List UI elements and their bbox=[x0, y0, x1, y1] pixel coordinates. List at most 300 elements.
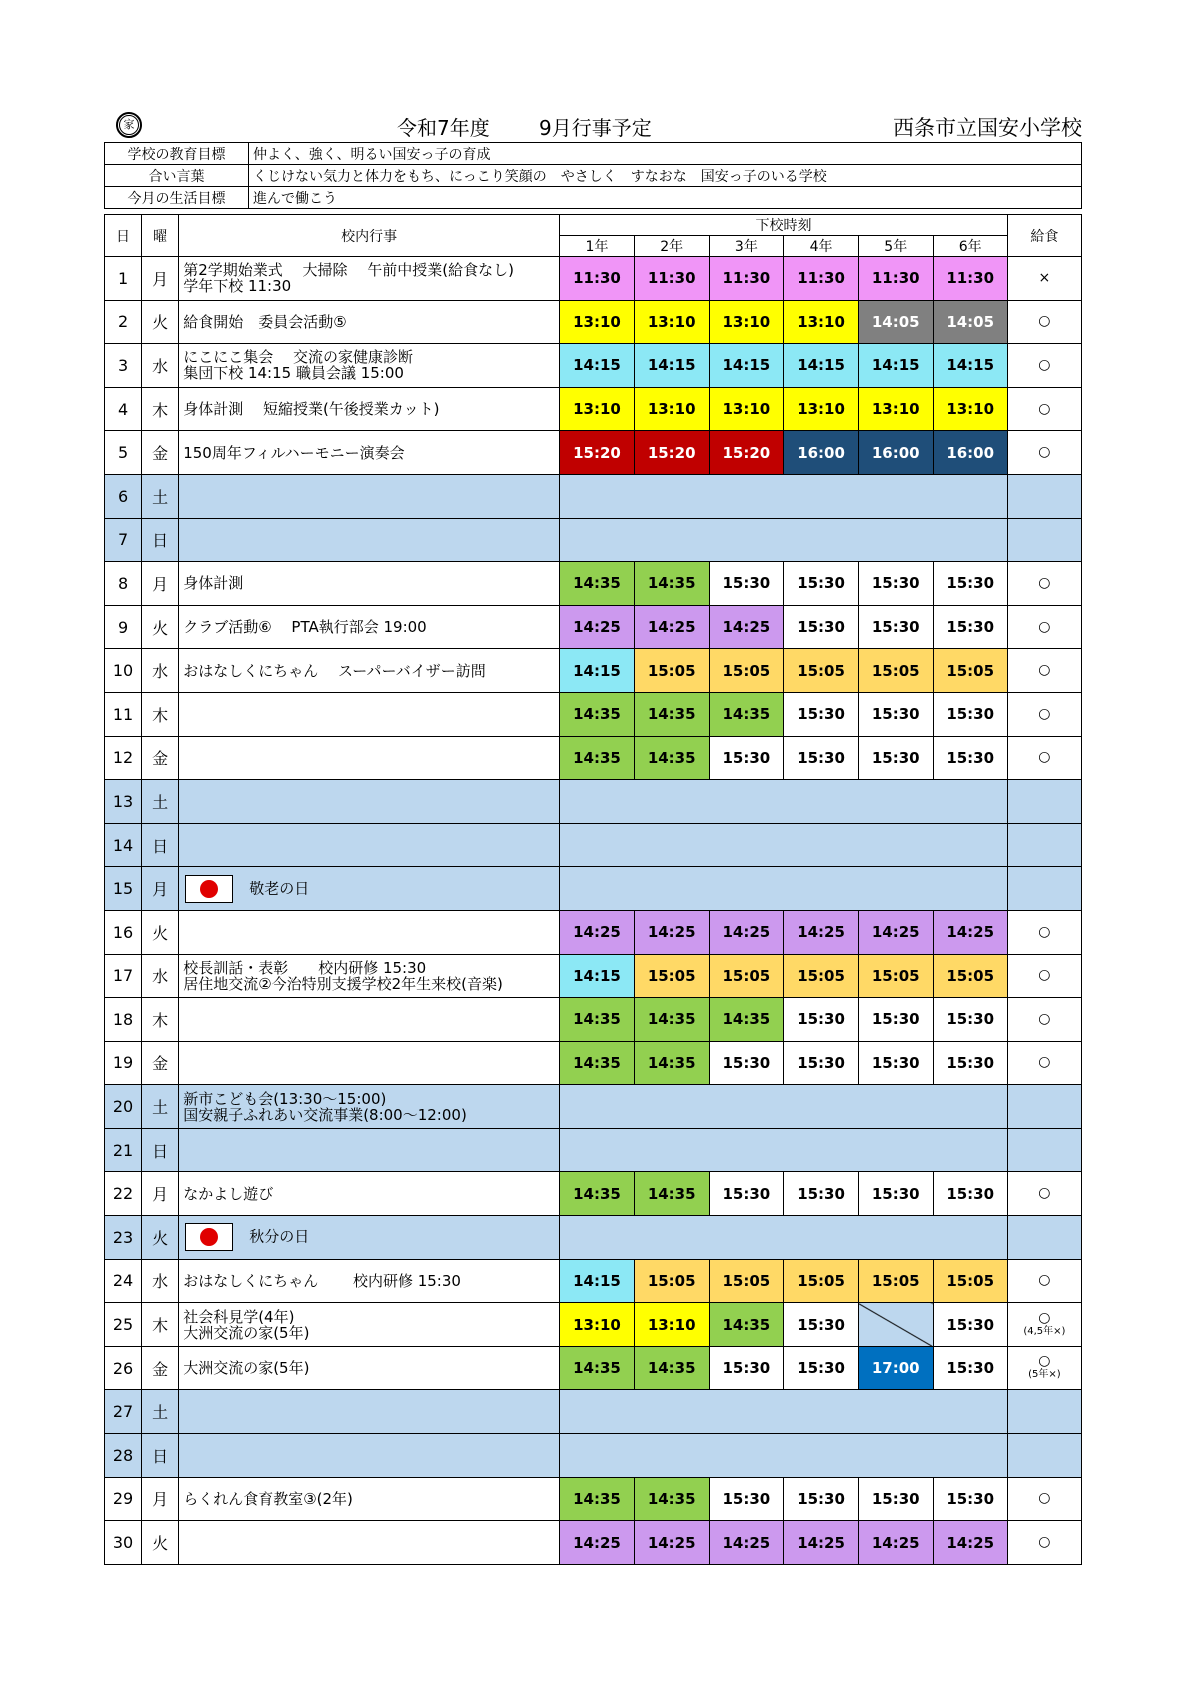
dismissal-time: 15:30 bbox=[933, 605, 1007, 649]
day-row bbox=[105, 257, 1082, 301]
dismissal-time: 15:30 bbox=[784, 692, 859, 736]
weekend-span bbox=[560, 1128, 1008, 1172]
dismissal-time: 11:30 bbox=[933, 257, 1007, 301]
day-header: 日 bbox=[105, 215, 142, 257]
dismissal-time bbox=[858, 1303, 933, 1347]
day-number: 23 bbox=[105, 1216, 142, 1260]
dismissal-time: 15:30 bbox=[933, 736, 1007, 780]
lunch-mark: ○ bbox=[1038, 313, 1051, 330]
dismissal-time: 15:30 bbox=[933, 1346, 1007, 1390]
dismissal-time: 13:10 bbox=[560, 1303, 635, 1347]
dismissal-time: 14:35 bbox=[634, 562, 709, 606]
dow-header: 曜 bbox=[142, 215, 179, 257]
day-number: 15 bbox=[105, 867, 142, 911]
dismissal-time: 14:35 bbox=[634, 1172, 709, 1216]
lunch-cell bbox=[1007, 1477, 1081, 1521]
weekend-span bbox=[560, 823, 1008, 867]
dismissal-time: 11:30 bbox=[784, 257, 859, 301]
day-of-week: 木 bbox=[142, 692, 179, 736]
lunch-cell bbox=[1007, 998, 1081, 1042]
events-cell bbox=[179, 823, 560, 867]
day-number: 11 bbox=[105, 692, 142, 736]
dismissal-time: 15:30 bbox=[784, 998, 859, 1042]
dismissal-time: 14:25 bbox=[933, 1521, 1007, 1565]
grade-header: 4年 bbox=[784, 236, 859, 257]
lunch-cell bbox=[1007, 257, 1081, 301]
weekend-row bbox=[105, 867, 1082, 911]
day-row bbox=[105, 1259, 1082, 1303]
dismissal-header: 下校時刻 bbox=[560, 215, 1008, 236]
dismissal-time: 15:30 bbox=[933, 1477, 1007, 1521]
day-of-week: 木 bbox=[142, 998, 179, 1042]
day-of-week: 火 bbox=[142, 1216, 179, 1260]
dismissal-time: 14:35 bbox=[634, 692, 709, 736]
goals-table bbox=[104, 142, 1082, 209]
dismissal-time: 15:05 bbox=[784, 954, 859, 998]
day-of-week: 水 bbox=[142, 649, 179, 693]
dismissal-time: 15:30 bbox=[858, 998, 933, 1042]
dismissal-time: 15:30 bbox=[709, 1172, 784, 1216]
weekend-span bbox=[560, 474, 1008, 518]
dismissal-time: 15:30 bbox=[784, 1346, 859, 1390]
day-number: 7 bbox=[105, 518, 142, 562]
dismissal-time: 14:25 bbox=[709, 1521, 784, 1565]
day-of-week: 土 bbox=[142, 1085, 179, 1129]
day-of-week: 月 bbox=[142, 1172, 179, 1216]
title-row bbox=[104, 110, 1082, 142]
lunch-mark: ○ bbox=[1038, 1490, 1051, 1507]
education-goal: 仲よく、強く、明るい国安っ子の育成 bbox=[249, 143, 1082, 165]
weekend-span bbox=[560, 518, 1008, 562]
life-goal-row bbox=[105, 187, 1082, 209]
lunch-note: (4,5年×) bbox=[1023, 1325, 1066, 1337]
day-row bbox=[105, 1303, 1082, 1347]
lunch-mark: ○ bbox=[1038, 356, 1051, 373]
dismissal-time: 15:20 bbox=[709, 431, 784, 475]
events-cell: 第2学期始業式 大掃除 午前中授業(給食なし) 学年下校 11:30 bbox=[179, 257, 560, 301]
day-of-week: 月 bbox=[142, 867, 179, 911]
events-cell: おはなしくにちゃん 校内研修 15:30 bbox=[179, 1259, 560, 1303]
dismissal-time: 14:35 bbox=[634, 736, 709, 780]
dismissal-time: 11:30 bbox=[709, 257, 784, 301]
events-cell bbox=[179, 518, 560, 562]
lunch-cell bbox=[1007, 910, 1081, 954]
education-goal-label: 学校の教育目標 bbox=[105, 143, 249, 165]
weekend-span bbox=[560, 867, 1008, 911]
title-month: 9月行事予定 bbox=[539, 116, 652, 140]
day-number: 5 bbox=[105, 431, 142, 475]
education-goal-row bbox=[105, 143, 1082, 165]
dismissal-time: 11:30 bbox=[858, 257, 933, 301]
dismissal-time: 14:35 bbox=[560, 1346, 635, 1390]
dismissal-time: 17:00 bbox=[858, 1346, 933, 1390]
dismissal-time: 15:30 bbox=[709, 1346, 784, 1390]
dismissal-time: 14:25 bbox=[560, 605, 635, 649]
day-number: 21 bbox=[105, 1128, 142, 1172]
lunch-cell bbox=[1007, 1434, 1081, 1478]
weekend-span bbox=[560, 1216, 1008, 1260]
dismissal-time: 15:05 bbox=[634, 649, 709, 693]
events-cell: おはなしくにちゃん スーパーバイザー訪問 bbox=[179, 649, 560, 693]
day-number: 30 bbox=[105, 1521, 142, 1565]
day-number: 13 bbox=[105, 780, 142, 824]
dismissal-time: 13:10 bbox=[709, 300, 784, 344]
dismissal-time: 11:30 bbox=[634, 257, 709, 301]
lunch-cell bbox=[1007, 1216, 1081, 1260]
day-of-week: 水 bbox=[142, 954, 179, 998]
dismissal-time: 14:35 bbox=[709, 692, 784, 736]
dismissal-time: 15:30 bbox=[784, 1477, 859, 1521]
dismissal-time: 14:25 bbox=[560, 910, 635, 954]
lunch-header: 給食 bbox=[1007, 215, 1081, 257]
dismissal-time: 13:10 bbox=[634, 300, 709, 344]
lunch-cell bbox=[1007, 1521, 1081, 1565]
day-of-week: 日 bbox=[142, 518, 179, 562]
events-cell: 新市こども会(13:30～15:00) 国安親子ふれあい交流事業(8:00～12:00) bbox=[179, 1085, 560, 1129]
day-number: 22 bbox=[105, 1172, 142, 1216]
events-cell bbox=[179, 1128, 560, 1172]
life-goal-label: 今月の生活目標 bbox=[105, 187, 249, 209]
lunch-cell bbox=[1007, 605, 1081, 649]
events-cell bbox=[179, 474, 560, 518]
dismissal-time: 15:30 bbox=[858, 736, 933, 780]
day-number: 28 bbox=[105, 1434, 142, 1478]
day-number: 27 bbox=[105, 1390, 142, 1434]
dismissal-time: 15:30 bbox=[709, 562, 784, 606]
dismissal-time: 14:25 bbox=[634, 910, 709, 954]
dismissal-time: 14:15 bbox=[709, 344, 784, 388]
day-row bbox=[105, 649, 1082, 693]
day-of-week: 火 bbox=[142, 605, 179, 649]
weekend-row bbox=[105, 1434, 1082, 1478]
day-of-week: 木 bbox=[142, 387, 179, 431]
dismissal-time: 14:15 bbox=[560, 954, 635, 998]
dismissal-time: 15:05 bbox=[858, 1259, 933, 1303]
dismissal-time: 13:10 bbox=[709, 387, 784, 431]
dismissal-time: 15:30 bbox=[858, 1172, 933, 1216]
lunch-mark: ○ bbox=[1038, 1534, 1051, 1551]
dismissal-time: 15:05 bbox=[634, 1259, 709, 1303]
dismissal-time: 13:10 bbox=[933, 387, 1007, 431]
lunch-cell bbox=[1007, 387, 1081, 431]
lunch-cell bbox=[1007, 562, 1081, 606]
events-cell bbox=[179, 1041, 560, 1085]
life-goal: 進んで働こう bbox=[249, 187, 1082, 209]
day-row bbox=[105, 736, 1082, 780]
lunch-mark: ○ bbox=[1038, 662, 1051, 679]
day-of-week: 金 bbox=[142, 1346, 179, 1390]
day-row bbox=[105, 998, 1082, 1042]
dismissal-time: 14:25 bbox=[634, 605, 709, 649]
lunch-cell bbox=[1007, 474, 1081, 518]
japan-flag-icon bbox=[185, 1223, 233, 1251]
weekend-row bbox=[105, 1128, 1082, 1172]
events-cell: 大洲交流の家(5年) bbox=[179, 1346, 560, 1390]
dismissal-time: 14:15 bbox=[858, 344, 933, 388]
events-header: 校内行事 bbox=[179, 215, 560, 257]
events-cell bbox=[179, 998, 560, 1042]
lunch-cell bbox=[1007, 300, 1081, 344]
day-row bbox=[105, 1521, 1082, 1565]
lunch-cell bbox=[1007, 518, 1081, 562]
lunch-cell bbox=[1007, 344, 1081, 388]
dismissal-time: 13:10 bbox=[560, 387, 635, 431]
events-cell bbox=[179, 736, 560, 780]
day-row bbox=[105, 1477, 1082, 1521]
events-cell: クラブ活動⑥ PTA執行部会 19:00 bbox=[179, 605, 560, 649]
events-cell: 校長訓話・表彰 校内研修 15:30 居住地交流②今治特別支援学校2年生来校(音楽) bbox=[179, 954, 560, 998]
day-number: 10 bbox=[105, 649, 142, 693]
lunch-cell bbox=[1007, 431, 1081, 475]
dismissal-time: 14:15 bbox=[933, 344, 1007, 388]
grade-header: 5年 bbox=[858, 236, 933, 257]
dismissal-time: 16:00 bbox=[933, 431, 1007, 475]
lunch-mark: ○ bbox=[1038, 749, 1051, 766]
dismissal-time: 15:30 bbox=[709, 1041, 784, 1085]
dismissal-time: 14:25 bbox=[709, 605, 784, 649]
dismissal-time: 15:30 bbox=[784, 1041, 859, 1085]
dismissal-time: 14:05 bbox=[858, 300, 933, 344]
day-row bbox=[105, 910, 1082, 954]
dismissal-time: 15:30 bbox=[784, 1172, 859, 1216]
day-of-week: 土 bbox=[142, 780, 179, 824]
dismissal-time: 15:30 bbox=[858, 562, 933, 606]
dismissal-time: 15:30 bbox=[709, 1477, 784, 1521]
events-cell bbox=[179, 867, 560, 911]
events-cell bbox=[179, 1390, 560, 1434]
day-row bbox=[105, 1041, 1082, 1085]
weekend-span bbox=[560, 1390, 1008, 1434]
day-of-week: 日 bbox=[142, 1128, 179, 1172]
lunch-mark: ○ bbox=[1038, 1309, 1051, 1326]
dismissal-time: 14:15 bbox=[560, 344, 635, 388]
day-row bbox=[105, 605, 1082, 649]
lunch-cell bbox=[1007, 823, 1081, 867]
weekend-span bbox=[560, 780, 1008, 824]
weekend-row bbox=[105, 1216, 1082, 1260]
dismissal-time: 15:20 bbox=[634, 431, 709, 475]
day-row bbox=[105, 954, 1082, 998]
events-cell: 身体計測 短縮授業(午後授業カット) bbox=[179, 387, 560, 431]
dismissal-time: 14:35 bbox=[560, 998, 635, 1042]
events-cell: 給食開始 委員会活動⑤ bbox=[179, 300, 560, 344]
day-of-week: 水 bbox=[142, 344, 179, 388]
dismissal-time: 13:10 bbox=[560, 300, 635, 344]
lunch-mark: ○ bbox=[1038, 1185, 1051, 1202]
weekend-row bbox=[105, 823, 1082, 867]
events-cell: 社会科見学(4年) 大洲交流の家(5年) bbox=[179, 1303, 560, 1347]
day-of-week: 月 bbox=[142, 1477, 179, 1521]
dismissal-time: 14:15 bbox=[560, 649, 635, 693]
events-cell bbox=[179, 1434, 560, 1478]
dismissal-time: 14:25 bbox=[784, 1521, 859, 1565]
dismissal-time: 15:05 bbox=[933, 649, 1007, 693]
dismissal-time: 14:25 bbox=[858, 910, 933, 954]
events-cell bbox=[179, 1521, 560, 1565]
day-number: 26 bbox=[105, 1346, 142, 1390]
day-number: 18 bbox=[105, 998, 142, 1042]
events-cell bbox=[179, 1216, 560, 1260]
day-number: 25 bbox=[105, 1303, 142, 1347]
lunch-cell bbox=[1007, 1259, 1081, 1303]
dismissal-time: 15:05 bbox=[858, 649, 933, 693]
dismissal-time: 15:05 bbox=[858, 954, 933, 998]
day-number: 16 bbox=[105, 910, 142, 954]
motto-label: 合い言葉 bbox=[105, 165, 249, 187]
day-row bbox=[105, 692, 1082, 736]
dismissal-time: 15:30 bbox=[933, 1303, 1007, 1347]
events-cell bbox=[179, 780, 560, 824]
dismissal-time: 15:30 bbox=[784, 1303, 859, 1347]
dismissal-time: 16:00 bbox=[858, 431, 933, 475]
lunch-mark: ○ bbox=[1038, 1353, 1051, 1370]
lunch-mark: ○ bbox=[1038, 967, 1051, 984]
day-of-week: 金 bbox=[142, 1041, 179, 1085]
dismissal-time: 15:30 bbox=[933, 998, 1007, 1042]
dismissal-time: 14:15 bbox=[634, 344, 709, 388]
dismissal-time: 14:05 bbox=[933, 300, 1007, 344]
dismissal-time: 15:05 bbox=[784, 1259, 859, 1303]
events-cell: 身体計測 bbox=[179, 562, 560, 606]
day-number: 17 bbox=[105, 954, 142, 998]
weekend-span bbox=[560, 1434, 1008, 1478]
lunch-mark: ○ bbox=[1038, 618, 1051, 635]
dismissal-time: 15:30 bbox=[784, 736, 859, 780]
day-number: 1 bbox=[105, 257, 142, 301]
day-of-week: 火 bbox=[142, 1521, 179, 1565]
weekend-row bbox=[105, 1085, 1082, 1129]
school-name: 西条市立国安小学校 bbox=[893, 116, 1082, 140]
lunch-cell bbox=[1007, 692, 1081, 736]
day-number: 20 bbox=[105, 1085, 142, 1129]
motto-row bbox=[105, 165, 1082, 187]
day-number: 9 bbox=[105, 605, 142, 649]
grade-header: 3年 bbox=[709, 236, 784, 257]
dismissal-time: 15:30 bbox=[933, 562, 1007, 606]
events-cell bbox=[179, 910, 560, 954]
lunch-cell bbox=[1007, 1303, 1081, 1347]
lunch-mark: ○ bbox=[1038, 1054, 1051, 1071]
dismissal-time: 15:05 bbox=[784, 649, 859, 693]
grade-header: 6年 bbox=[933, 236, 1007, 257]
dismissal-time: 14:25 bbox=[560, 1521, 635, 1565]
dismissal-time: 14:25 bbox=[709, 910, 784, 954]
dismissal-time: 14:35 bbox=[709, 1303, 784, 1347]
dismissal-time: 14:25 bbox=[634, 1521, 709, 1565]
events-cell: にこにこ集会 交流の家健康診断 集団下校 14:15 職員会議 15:00 bbox=[179, 344, 560, 388]
lunch-note: (5年×) bbox=[1028, 1369, 1061, 1381]
lunch-cell bbox=[1007, 780, 1081, 824]
day-of-week: 月 bbox=[142, 562, 179, 606]
dismissal-time: 14:25 bbox=[784, 910, 859, 954]
lunch-mark: ○ bbox=[1038, 1272, 1051, 1289]
day-of-week: 水 bbox=[142, 1259, 179, 1303]
day-number: 2 bbox=[105, 300, 142, 344]
dismissal-time: 14:35 bbox=[709, 998, 784, 1042]
lunch-cell bbox=[1007, 1085, 1081, 1129]
dismissal-time: 13:10 bbox=[784, 387, 859, 431]
dismissal-time: 14:35 bbox=[560, 1172, 635, 1216]
events-cell: らくれん食育教室③(2年) bbox=[179, 1477, 560, 1521]
day-row bbox=[105, 387, 1082, 431]
weekend-row bbox=[105, 474, 1082, 518]
lunch-cell bbox=[1007, 867, 1081, 911]
day-of-week: 月 bbox=[142, 257, 179, 301]
day-of-week: 金 bbox=[142, 736, 179, 780]
dismissal-time: 14:35 bbox=[560, 562, 635, 606]
day-number: 29 bbox=[105, 1477, 142, 1521]
lunch-cell bbox=[1007, 954, 1081, 998]
day-number: 19 bbox=[105, 1041, 142, 1085]
day-of-week: 土 bbox=[142, 1390, 179, 1434]
day-number: 12 bbox=[105, 736, 142, 780]
dismissal-time: 13:10 bbox=[858, 387, 933, 431]
dismissal-time: 15:05 bbox=[709, 1259, 784, 1303]
dismissal-time: 13:10 bbox=[634, 387, 709, 431]
day-of-week: 火 bbox=[142, 910, 179, 954]
school-emblem-char: 家 bbox=[119, 115, 139, 135]
dismissal-time: 15:30 bbox=[933, 1041, 1007, 1085]
day-row bbox=[105, 300, 1082, 344]
dismissal-time: 13:10 bbox=[784, 300, 859, 344]
lunch-cell bbox=[1007, 1390, 1081, 1434]
dismissal-time: 15:05 bbox=[933, 1259, 1007, 1303]
dismissal-time: 16:00 bbox=[784, 431, 859, 475]
dismissal-time: 15:30 bbox=[858, 605, 933, 649]
weekend-row bbox=[105, 1390, 1082, 1434]
dismissal-time: 14:15 bbox=[784, 344, 859, 388]
day-row bbox=[105, 562, 1082, 606]
grade-header: 2年 bbox=[634, 236, 709, 257]
lunch-cell bbox=[1007, 736, 1081, 780]
dismissal-time: 15:30 bbox=[784, 605, 859, 649]
weekend-span bbox=[560, 1085, 1008, 1129]
lunch-mark: ○ bbox=[1038, 574, 1051, 591]
school-emblem-icon bbox=[116, 112, 142, 138]
lunch-mark: ○ bbox=[1038, 923, 1051, 940]
events-cell: なかよし遊び bbox=[179, 1172, 560, 1216]
lunch-mark: ○ bbox=[1038, 705, 1051, 722]
holiday-name: 秋分の日 bbox=[249, 1227, 310, 1246]
events-cell: 150周年フィルハーモニー演奏会 bbox=[179, 431, 560, 475]
day-row bbox=[105, 1172, 1082, 1216]
day-row bbox=[105, 1346, 1082, 1390]
dismissal-time: 14:35 bbox=[634, 998, 709, 1042]
day-number: 14 bbox=[105, 823, 142, 867]
dismissal-time: 15:05 bbox=[709, 649, 784, 693]
schedule-table bbox=[104, 214, 1082, 1565]
dismissal-time: 15:30 bbox=[709, 736, 784, 780]
day-row bbox=[105, 431, 1082, 475]
day-number: 24 bbox=[105, 1259, 142, 1303]
dismissal-time: 14:35 bbox=[560, 1477, 635, 1521]
dismissal-time: 14:35 bbox=[560, 736, 635, 780]
day-number: 8 bbox=[105, 562, 142, 606]
dismissal-time: 14:35 bbox=[634, 1477, 709, 1521]
lunch-cell bbox=[1007, 1041, 1081, 1085]
dismissal-time: 13:10 bbox=[634, 1303, 709, 1347]
lunch-cell bbox=[1007, 1128, 1081, 1172]
dismissal-time: 15:05 bbox=[634, 954, 709, 998]
dismissal-time: 15:30 bbox=[858, 692, 933, 736]
events-cell bbox=[179, 692, 560, 736]
dismissal-time: 14:25 bbox=[933, 910, 1007, 954]
lunch-mark: ○ bbox=[1038, 444, 1051, 461]
dismissal-time: 15:30 bbox=[933, 1172, 1007, 1216]
lunch-mark: × bbox=[1038, 269, 1051, 286]
day-of-week: 火 bbox=[142, 300, 179, 344]
dismissal-time: 14:25 bbox=[858, 1521, 933, 1565]
